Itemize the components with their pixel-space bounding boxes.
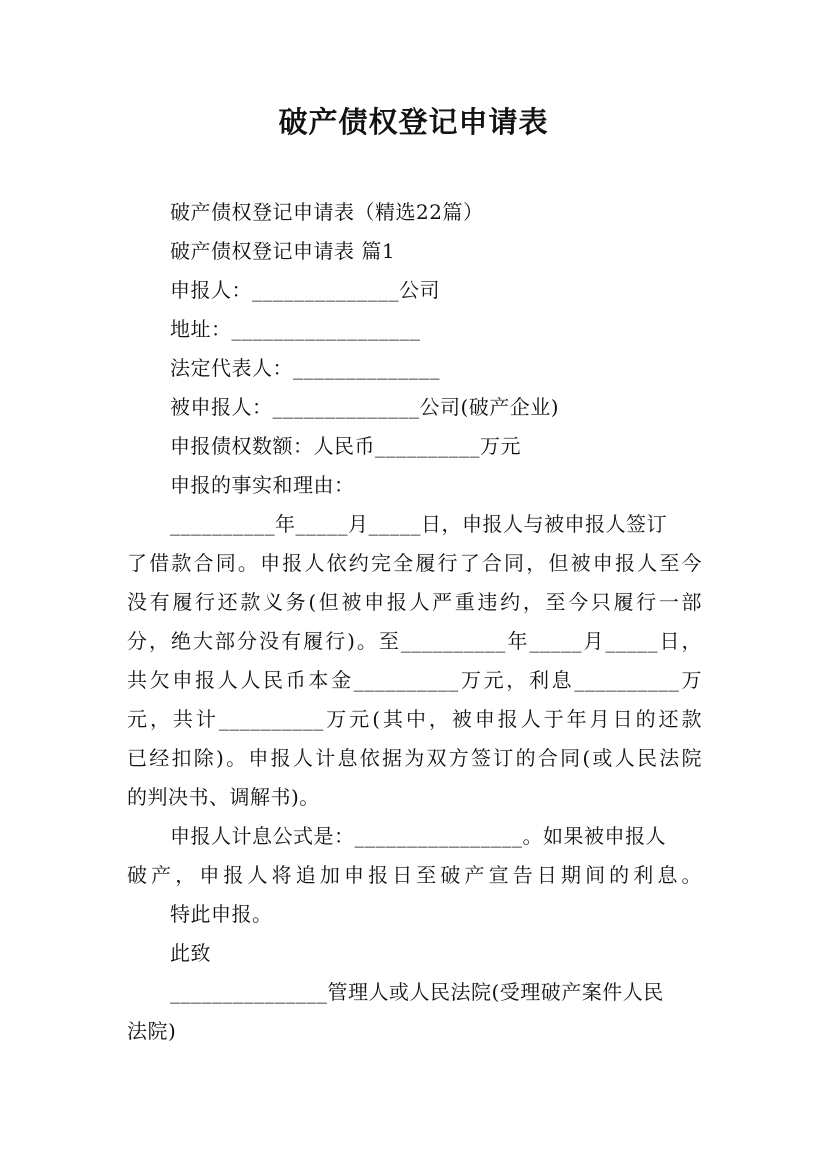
field-address: 地址：__________________ xyxy=(170,317,421,341)
field-legal-representative: 法定代表人：______________ xyxy=(170,356,440,380)
salutation: 此致 xyxy=(170,941,211,965)
paragraph-line: __________年_____月_____日，申报人与被申报人签订 xyxy=(170,512,667,536)
paragraph-line: 元，共计__________万元(其中，被申报人于年月日的还款 xyxy=(127,707,702,731)
page-title: 破产债权登记申请表 xyxy=(278,105,549,139)
section-heading: 破产债权登记申请表 篇1 xyxy=(170,239,396,263)
closing-statement: 特此申报。 xyxy=(170,902,273,926)
field-applicant: 申报人：______________公司 xyxy=(170,278,440,302)
facts-heading: 申报的事实和理由： xyxy=(170,473,355,497)
paragraph-line: 了借款合同。申报人依约完全履行了合同，但被申报人至今 xyxy=(127,551,702,575)
paragraph-line: 已经扣除)。申报人计息依据为双方签订的合同(或人民法院 xyxy=(127,746,702,770)
doc-subtitle: 破产债权登记申请表（精选22篇） xyxy=(170,200,484,224)
paragraph-line: 申报人计息公式是：________________。如果被申报人 xyxy=(170,824,666,848)
addressee-line: 法院) xyxy=(127,1019,177,1043)
paragraph-line: 分，绝大部分没有履行)。至__________年_____月_____日， xyxy=(127,629,702,653)
paragraph-line: 没有履行还款义务(但被申报人严重违约，至今只履行一部 xyxy=(127,590,702,614)
paragraph-line: 共欠申报人人民币本金__________万元，利息__________万 xyxy=(127,668,702,692)
field-respondent: 被申报人：______________公司(破产企业) xyxy=(170,395,560,419)
paragraph-line: 的判决书、调解书)。 xyxy=(127,785,320,809)
paragraph-line: 破产，申报人将追加申报日至破产宣告日期间的利息。 xyxy=(127,863,702,887)
field-claim-amount: 申报债权数额：人民币__________万元 xyxy=(170,434,521,458)
addressee-line: _______________管理人或人民法院(受理破产案件人民 xyxy=(170,980,664,1004)
